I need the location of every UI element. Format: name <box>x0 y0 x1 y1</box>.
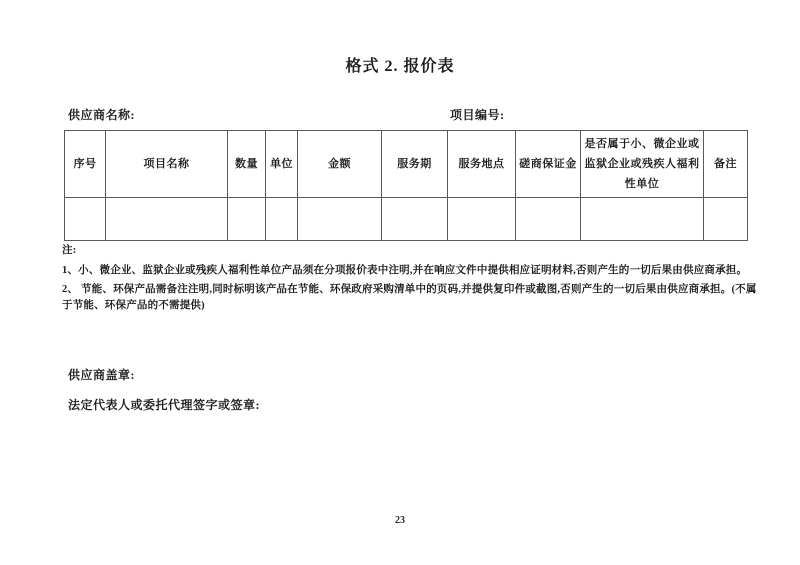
column-header-seq: 序号 <box>65 131 106 198</box>
note-item-1: 1、小、微企业、监狱企业或残疾人福利性单位产品须在分项报价表中注明,并在响应文件中提供相应证明材料,否则产生的一切后果由供应商承担。 <box>62 265 748 276</box>
legal-representative-signature-label: 法定代表人或委托代理签字或签章: <box>68 398 260 412</box>
table-cell-empty <box>65 198 106 241</box>
column-header-enterprise-type: 是否属于小、微企业或监狱企业或残疾人福利性单位 <box>581 131 704 198</box>
table-cell-empty <box>516 198 581 241</box>
column-header-remarks: 备注 <box>704 131 748 198</box>
table-cell-empty <box>266 198 298 241</box>
table-cell-empty <box>106 198 228 241</box>
column-header-deposit: 磋商保证金 <box>516 131 581 198</box>
table-header-row <box>65 131 748 198</box>
supplier-seal-label: 供应商盖章: <box>68 368 135 382</box>
table-cell-empty <box>581 198 704 241</box>
column-header-unit: 单位 <box>266 131 298 198</box>
page-number: 23 <box>395 515 405 526</box>
column-header-service-location: 服务地点 <box>448 131 516 198</box>
column-header-amount: 金额 <box>298 131 382 198</box>
note-item-2: 2、 节能、环保产品需备注注明,同时标明该产品在节能、环保政府采购清单中的页码,并提供复印件或截图,否则产生的一切后果由供应商承担。(不属于节能、环保产品的不需提供) <box>62 284 757 311</box>
table-cell-empty <box>228 198 266 241</box>
column-header-project-name: 项目名称 <box>106 131 228 198</box>
notes-section <box>62 243 762 317</box>
page-title: 格式 2. 报价表 <box>345 58 455 75</box>
table-cell-empty <box>382 198 448 241</box>
supplier-name-label: 供应商名称: <box>68 108 135 122</box>
quotation-table <box>64 130 748 241</box>
column-header-service-period: 服务期 <box>382 131 448 198</box>
project-number-label: 项目编号: <box>450 108 505 122</box>
table-cell-empty <box>298 198 382 241</box>
table-row <box>65 198 748 241</box>
table-cell-empty <box>448 198 516 241</box>
column-header-quantity: 数量 <box>228 131 266 198</box>
notes-heading: 注: <box>62 245 77 256</box>
table-cell-empty <box>704 198 748 241</box>
